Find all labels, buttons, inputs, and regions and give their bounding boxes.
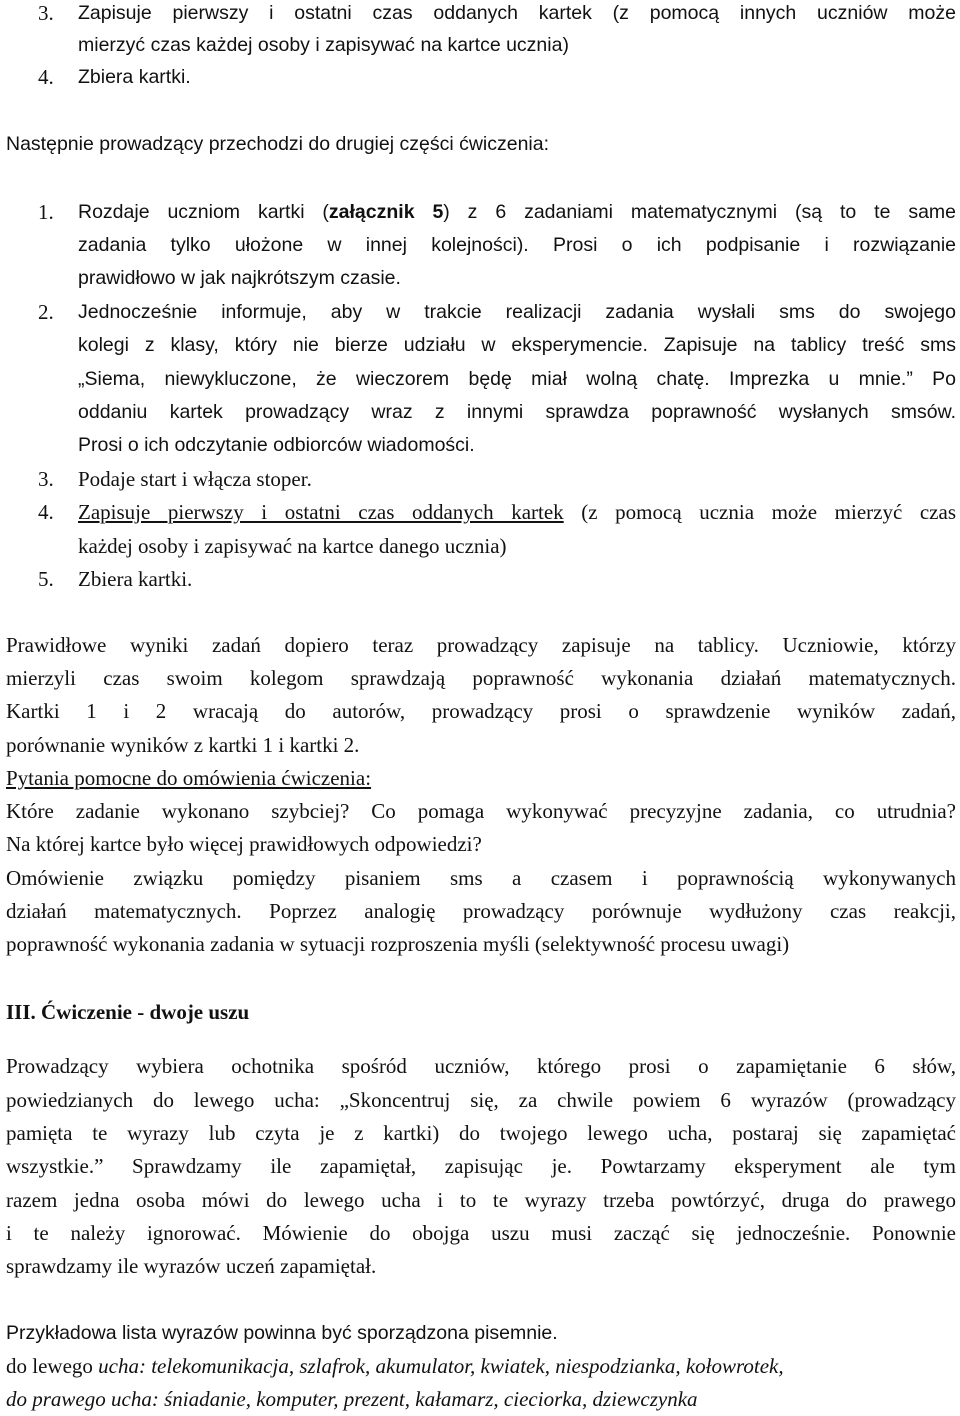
list-item-text: prawidłowo w jak najkrótszym czasie. xyxy=(78,267,401,289)
paragraph-line: poprawność wykonania zadania w sytuacji rozproszenia myśli (selektywność procesu uwagi) xyxy=(6,932,790,956)
paragraph-line: Kartki 1 i 2 wracają do autorów, prowadzący prosi o sprawdzenie wyników zadań, xyxy=(6,699,956,723)
list-item-text: Jednocześnie informuje, aby w trakcie realizacji zadania wysłali sms do swojego xyxy=(78,301,956,323)
list-item-text: mierzyć czas każdej osoby i zapisywać na kartce ucznia) xyxy=(78,34,569,56)
list-item-text: zadania tylko ułożone w innej kolejności). Prosi o ich podpisanie i rozwiązanie xyxy=(78,234,956,256)
list-number: 2. xyxy=(38,300,54,324)
paragraph-line: pamięta te wyrazy lub czyta je z kartki) do twojego lewego ucha, postaraj się zapamiętać xyxy=(6,1121,956,1145)
list-item-text: Rozdaje uczniom kartki (załącznik 5) z 6 zadaniami matematycznymi (są to te same xyxy=(78,201,956,223)
list-item-text: Zapisuje pierwszy i ostatni czas oddanych kartek (z pomocą ucznia może mierzyć czas xyxy=(78,500,956,524)
list-number: 3. xyxy=(38,1,54,25)
list-item-text: Podaje start i włącza stoper. xyxy=(78,467,312,491)
list-item-text: Prosi o ich odczytanie odbiorców wiadomości. xyxy=(78,434,475,456)
list-item-text: kolegi z klasy, który nie bierze udziału w eksperymencie. Zapisuje na tablicy treść sms xyxy=(78,334,956,356)
list-number: 4. xyxy=(38,500,54,524)
list-item-text: oddaniu kartek prowadzący wraz z innymi sprawdza poprawność wysłanych smsów. xyxy=(78,401,956,423)
paragraph-line: porównanie wyników z kartki 1 i kartki 2. xyxy=(6,733,360,757)
paragraph-line: powiedzianych do lewego ucha: „Skoncentruj się, za chwile powiem 6 wyrazów (prowadzący xyxy=(6,1088,956,1112)
paragraph-line: Prowadzący wybiera ochotnika spośród uczniów, którego prosi o zapamiętanie 6 słów, xyxy=(6,1054,956,1078)
questions-heading: Pytania pomocne do omówienia ćwiczenia: xyxy=(6,766,372,790)
paragraph-line: działań matematycznych. Poprzez analogię prowadzący porównuje wydłużony czas reakcji, xyxy=(6,899,956,923)
paragraph-line: mierzyli czas swoim kolegom sprawdzają poprawność wykonania działań matematycznych. xyxy=(6,666,956,690)
list-item-text: „Siema, niewykluczone, że wieczorem będę miał wolną chatę. Imprezka u mnie.” Po xyxy=(78,368,956,390)
list-item-text: każdej osoby i zapisywać na kartce danego ucznia) xyxy=(78,534,507,558)
list-item-text: Zapisuje pierwszy i ostatni czas oddanych kartek (z pomocą innych uczniów może xyxy=(78,2,956,24)
right-ear-words: do prawego ucha: śniadanie, komputer, prezent, kałamarz, cieciorka, dziewczynka xyxy=(6,1387,698,1411)
paragraph-line: Omówienie związku pomiędzy pisaniem sms a czasem i poprawnością wykonywanych xyxy=(6,866,956,890)
underlined-instruction: Zapisuje pierwszy i ostatni czas oddanych kartek xyxy=(78,500,564,524)
attachment-reference: załącznik 5 xyxy=(328,201,444,223)
paragraph-line: Prawidłowe wyniki zadań dopiero teraz prowadzący zapisuje na tablicy. Uczniowie, którzy xyxy=(6,633,956,657)
left-ear-words: do lewego ucha: telekomunikacja, szlafrok, akumulator, kwiatek, niespodzianka, kołowrotek, xyxy=(6,1354,784,1378)
question-line: Które zadanie wykonano szybciej? Co pomaga wykonywać precyzyjne zadania, co utrudnia? xyxy=(6,799,956,823)
intro-text: Następnie prowadzący przechodzi do drugiej części ćwiczenia: xyxy=(6,133,550,155)
list-item-text: Zbiera kartki. xyxy=(78,66,191,88)
question-line: Na której kartce było więcej prawidłowych odpowiedzi? xyxy=(6,832,482,856)
paragraph-line: sprawdzamy ile wyrazów uczeń zapamiętał. xyxy=(6,1254,377,1278)
list-number: 5. xyxy=(38,567,54,591)
list-number: 1. xyxy=(38,200,54,224)
list-number: 3. xyxy=(38,467,54,491)
paragraph-line: i te należy ignorować. Mówienie do obojga uszu musi zacząć się jednocześnie. Ponownie xyxy=(6,1221,956,1245)
section-heading: III. Ćwiczenie - dwoje uszu xyxy=(6,1000,250,1024)
list-number: 4. xyxy=(38,65,54,89)
paragraph-line: wszystkie.” Sprawdzamy ile zapamiętał, zapisując je. Powtarzamy eksperyment ale tym xyxy=(6,1154,956,1178)
list-item-text: Zbiera kartki. xyxy=(78,567,193,591)
paragraph-line: razem jedna osoba mówi do lewego ucha i to te wyrazy trzeba powtórzyć, druga do prawego xyxy=(6,1188,956,1212)
list-note: Przykładowa lista wyrazów powinna być sporządzona pisemnie. xyxy=(6,1322,558,1344)
